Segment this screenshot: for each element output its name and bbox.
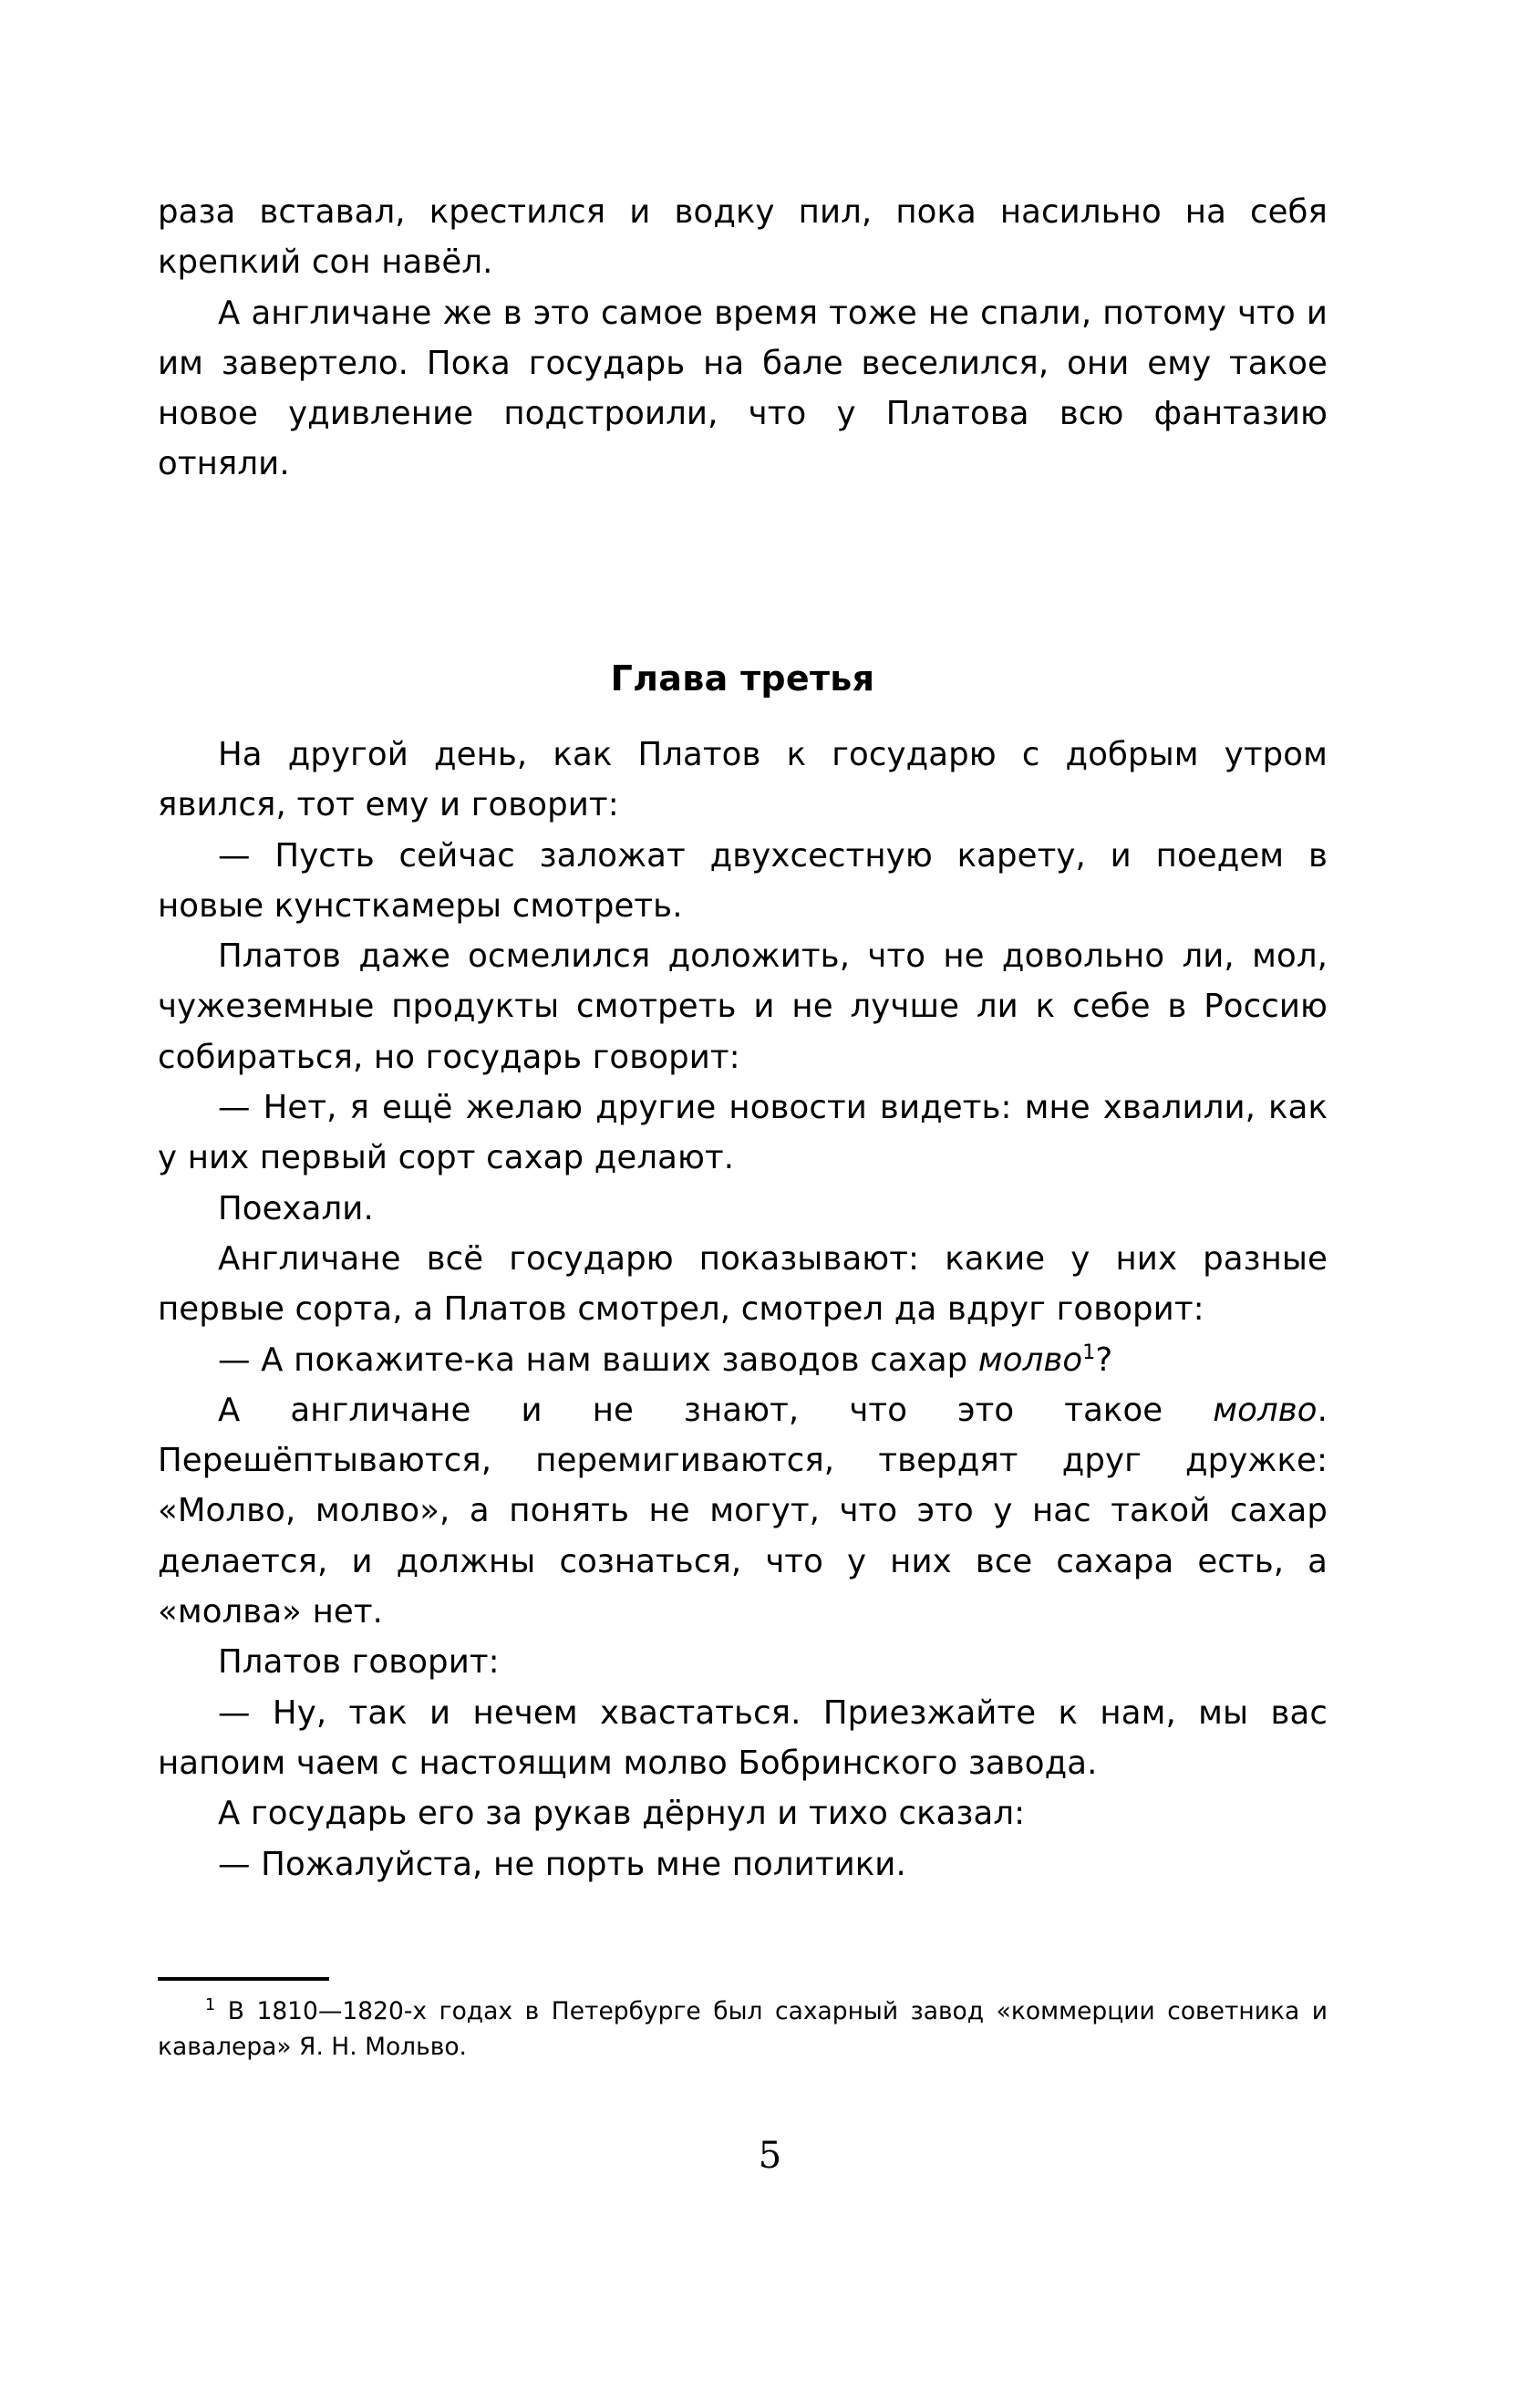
paragraph-dash-molvo	[158, 1335, 1328, 1385]
footnote-reference-1[interactable]: 1	[1082, 1341, 1096, 1364]
run-text: — А покажите-ка нам ваших заводов сахар	[218, 1341, 978, 1379]
page-number: 5	[758, 2135, 782, 2177]
run-text: . Перешёптываются, перемигиваются, твердят друг дружке: «Молво, молво», а понять не могут, что это у нас такой сахар делается, и должны сознаться, что у них все сахара есть, а «молва» нет.	[158, 1391, 1328, 1631]
paragraph-continued: раза вставал, крестился и водку пил, пока насильно на себя крепкий сон навёл.	[158, 193, 1328, 282]
paragraph-next-day: На другой день, как Платов к государю с добрым утром явился, тот ему и говорит:	[158, 736, 1328, 824]
paragraph-platov-dared: Платов даже осмелился доложить, что не довольно ли, мол, чужеземные продукты смотреть и не лучше ли к себе в Россию собираться, но государь говорит:	[158, 937, 1328, 1076]
italic-term-molvo: молво	[977, 1341, 1083, 1379]
paragraph-dash-carriage: — Пусть сейчас заложат двухсестную карету, и поедем в новые кунсткамеры смотреть.	[158, 836, 1328, 925]
run-text: ?	[1095, 1341, 1113, 1379]
main-text-section	[158, 730, 1328, 1890]
paragraph-sovereign-tugged: А государь его за рукав дёрнул и тихо сказал:	[218, 1795, 1026, 1833]
paragraph-dash-politics: — Пожалуйста, не порть мне политики.	[218, 1845, 906, 1883]
paragraph-dash-nothing-to-boast: — Ну, так и нечем хвастаться. Приезжайте к нам, мы вас напоим чаем с настоящим молво Бобринского завода.	[158, 1693, 1328, 1782]
paragraph-poehali: Поехали.	[218, 1189, 374, 1227]
chapter-heading: Глава третья	[610, 658, 875, 699]
footnote-marker: 1	[205, 1996, 216, 2015]
paragraph-english-show: Англичане всё государю показывают: какие у них разные первые сорта, а Платов смотрел, смотрел да вдруг говорит:	[158, 1239, 1328, 1329]
paragraph-dash-no: — Нет, я ещё желаю другие новости видеть: мне хвалили, как у них первый сорт сахар делают.	[158, 1089, 1328, 1177]
footnote-body-text: В 1810—1820-х годах в Петербурге был сахарный завод «коммерции советника и кавалера» Я. Н. Мольво.	[158, 1997, 1328, 2061]
footnote-entry	[158, 1993, 1328, 2065]
run-text: А англичане и не знают, что это такое	[218, 1391, 1214, 1429]
footnote-separator-rule	[158, 1977, 329, 1981]
paragraph-english-awake: А англичане же в это самое время тоже не спали, потому что и им завертело. Пока государь на бале веселился, они ему такое новое удивление подстроили, что у Платова всю фантазию отняли.	[158, 294, 1328, 483]
italic-term-molvo: молво	[1213, 1391, 1318, 1429]
paragraph-platov-says: Платов говорит:	[218, 1643, 500, 1682]
footnote-block	[158, 1977, 1328, 2065]
paragraph-english-dont-know	[158, 1385, 1328, 1637]
top-text-section	[158, 187, 1328, 490]
